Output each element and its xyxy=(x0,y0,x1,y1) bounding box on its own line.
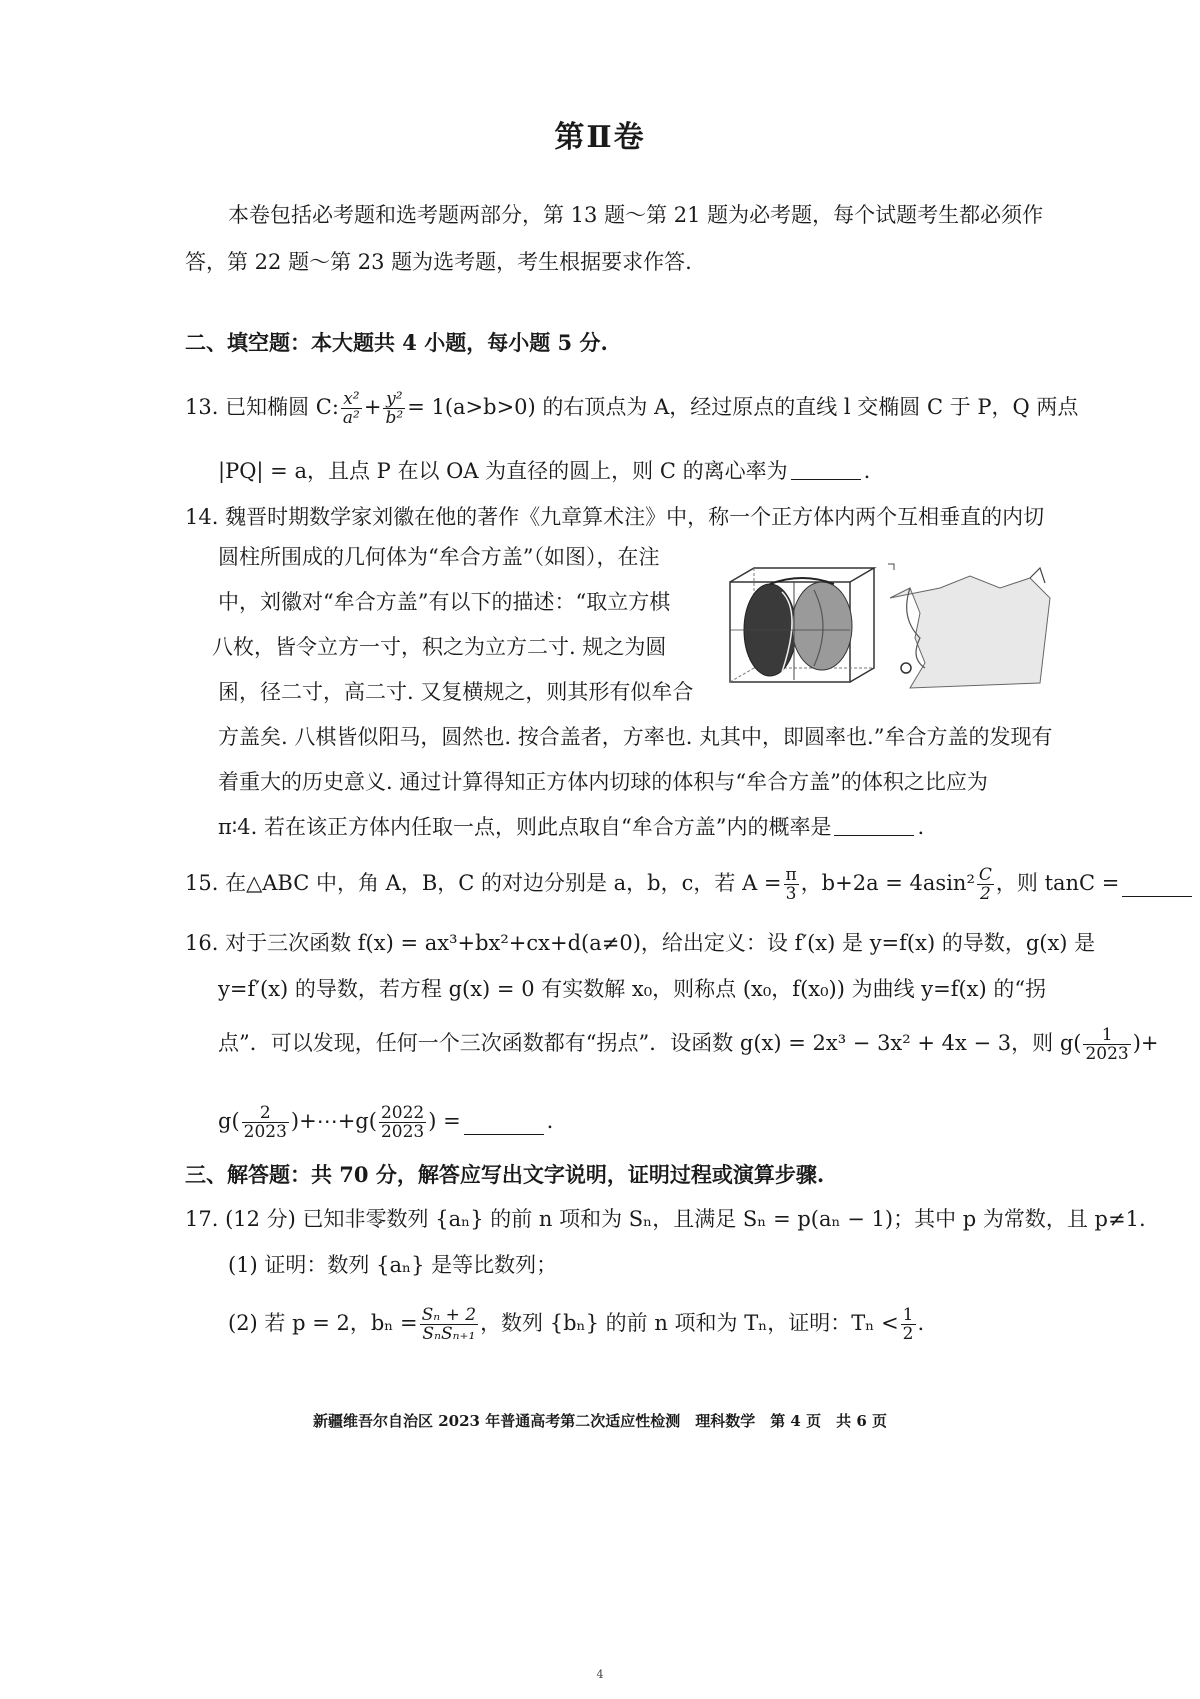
period: . xyxy=(546,1109,554,1133)
q14-text-line-5: 囷，径二寸，高二寸. 又复横规之，则其形有似牟合 xyxy=(218,680,694,704)
q17-part-1: (1) 证明：数列 {aₙ} 是等比数列； xyxy=(228,1253,558,1277)
answer-blank xyxy=(791,479,861,480)
fraction-denominator: 2023 xyxy=(1085,1044,1129,1064)
plus-sign: + xyxy=(363,395,382,419)
question-16-line-1 xyxy=(185,928,1095,958)
q16-text-l4c: ) = xyxy=(428,1109,461,1133)
q13-text-a: 已知椭圆 C: xyxy=(225,395,339,419)
answer-blank xyxy=(464,1134,544,1135)
q13-text-line-2: |PQ| = a，且点 P 在以 OA 为直径的圆上，则 C 的离心率为 xyxy=(218,459,788,483)
question-number: 13. xyxy=(185,395,219,419)
fraction-numerator: 1 xyxy=(902,1305,914,1325)
q16-text-line-3b: )+ xyxy=(1132,1031,1159,1055)
intro-line-2: 答，第 22 题～第 23 题为选考题，考生根据要求作答. xyxy=(185,250,692,274)
section-title: 第Ⅱ卷 xyxy=(554,120,646,155)
fraction-numerator: x² xyxy=(341,390,362,409)
q14-text-line-6: 方盖矣. 八棋皆似阳马，圆然也. 按合盖者，方率也. 丸其中，即圆率也.”牟合方盖的发现有 xyxy=(218,725,1053,749)
q14-text-line-2: 圆柱所围成的几何体为“牟合方盖”（如图），在注 xyxy=(218,545,660,569)
question-15 xyxy=(185,866,1195,903)
fraction xyxy=(901,1306,916,1343)
fraction-numerator: Sₙ + 2 xyxy=(421,1305,477,1325)
q16-text-line-2: y=f′(x) 的导数，若方程 g(x) = 0 有实数解 x₀，则称点 (x₀，f(x₀)) 为曲线 y=f(x) 的“拐 xyxy=(218,977,1047,1001)
fraction-denominator: 3 xyxy=(785,884,797,904)
fraction-denominator: 2 xyxy=(902,1324,914,1344)
q15-text-a: 在△ABC 中，角 A，B，C 的对边分别是 a，b，c，若 A = xyxy=(225,871,782,895)
q15-text-c: ，则 tanC = xyxy=(995,871,1120,895)
fraction-denominator: SₙSₙ₊₁ xyxy=(422,1324,476,1344)
q17-part-2-a: (2) 若 p = 2，bₙ = xyxy=(228,1311,418,1335)
cube-cylinders-figure xyxy=(722,562,882,692)
question-number: 16. xyxy=(185,931,219,955)
q14-text-line-1: 魏晋时期数学家刘徽在他的著作《九章算术注》中，称一个正方体内两个互相垂直的内切 xyxy=(225,505,1045,529)
section-3-heading: 三、解答题：共 70 分，解答应写出文字说明，证明过程或演算步骤. xyxy=(185,1162,825,1187)
question-16-line-3 xyxy=(218,1026,1159,1063)
question-13-line-1 xyxy=(185,390,1078,427)
question-number: 17. xyxy=(185,1207,219,1231)
question-16-line-4 xyxy=(218,1104,553,1141)
fraction-denominator: 2 xyxy=(979,884,991,904)
page-footer: 新疆维吾尔自治区 2023 年普通高考第二次适应性检测 理科数学 第 4 页 共 6 页 xyxy=(313,1412,887,1430)
answer-blank xyxy=(1122,896,1192,897)
fraction xyxy=(420,1306,478,1343)
q16-text-line-3a: 点”．可以发现，任何一个三次函数都有“拐点”．设函数 g(x) = 2x³ − 3x² + 4x − 3，则 g( xyxy=(218,1031,1082,1055)
question-17-line-1 xyxy=(185,1204,1146,1234)
answer-blank xyxy=(834,835,914,836)
fraction-denominator: b² xyxy=(385,408,404,428)
fraction xyxy=(977,866,994,903)
q17-text-line-1: (12 分) 已知非零数列 {aₙ} 的前 n 项和为 Sₙ，且满足 Sₙ = p(aₙ − 1)；其中 p 为常数，且 p≠1. xyxy=(225,1207,1146,1231)
fraction-numerator: 1 xyxy=(1083,1026,1130,1045)
question-number: 14. xyxy=(185,505,219,529)
q16-text-line-1: 对于三次函数 f(x) = ax³+bx²+cx+d(a≠0)，给出定义：设 f′(x) 是 y=f(x) 的导数，g(x) 是 xyxy=(225,931,1096,955)
q13-text-b: = 1(a>b>0) 的右顶点为 A，经过原点的直线 l 交椭圆 C 于 P，Q 两点 xyxy=(407,395,1079,419)
fraction xyxy=(379,1104,426,1141)
fraction-denominator: 2023 xyxy=(380,1122,425,1142)
period: . xyxy=(917,815,925,839)
fraction xyxy=(242,1104,289,1141)
q17-part-2-c: . xyxy=(917,1311,925,1335)
fraction-numerator: 2022 xyxy=(380,1103,425,1123)
section-2-heading: 二、填空题：本大题共 4 小题，每小题 5 分. xyxy=(185,330,608,355)
q16-text-l4b: )+⋯+g( xyxy=(290,1109,377,1133)
fraction xyxy=(341,390,362,427)
period: . xyxy=(863,459,871,483)
intro-line-1: 本卷包括必考题和选考题两部分，第 13 题～第 21 题为必考题，每个试题考生都必须作 xyxy=(228,203,1044,227)
q14-text-line-8-text: π∶4. 若在该正方体内任取一点，则此点取自“牟合方盖”内的概率是 xyxy=(218,815,832,839)
q14-text-line-7: 着重大的历史意义. 通过计算得知正方体内切球的体积与“牟合方盖”的体积之比应为 xyxy=(218,770,988,794)
question-14-line-1 xyxy=(185,502,1044,532)
fraction xyxy=(383,390,405,427)
q17-part-2-b: ，数列 {bₙ} 的前 n 项和为 Tₙ，证明：Tₙ < xyxy=(480,1311,899,1335)
fraction xyxy=(784,866,799,903)
question-number: 15. xyxy=(185,871,219,895)
page-number: 4 xyxy=(596,1668,604,1681)
q15-text-b: ，b+2a = 4asin² xyxy=(800,871,975,895)
fraction xyxy=(1083,1026,1130,1063)
q14-text-line-4: 八枚，皆令立方一寸，积之为立方二寸. 规之为圆 xyxy=(212,635,667,659)
q14-text-line-8 xyxy=(218,812,924,842)
fraction-numerator: π xyxy=(785,865,797,885)
q16-text-l4a: g( xyxy=(218,1109,240,1133)
mouhefanggai-figure xyxy=(880,558,1060,698)
fraction-numerator: C xyxy=(978,865,992,885)
fraction-denominator: a² xyxy=(342,408,360,428)
fraction-denominator: 2023 xyxy=(243,1122,287,1142)
q14-text-line-3: 中，刘徽对“牟合方盖”有以下的描述：“取立方棋 xyxy=(218,590,671,614)
q17-part-2 xyxy=(228,1306,924,1343)
fraction-numerator: 2 xyxy=(242,1104,289,1123)
fraction-numerator: y² xyxy=(383,390,405,409)
question-13-line-2 xyxy=(218,456,870,486)
